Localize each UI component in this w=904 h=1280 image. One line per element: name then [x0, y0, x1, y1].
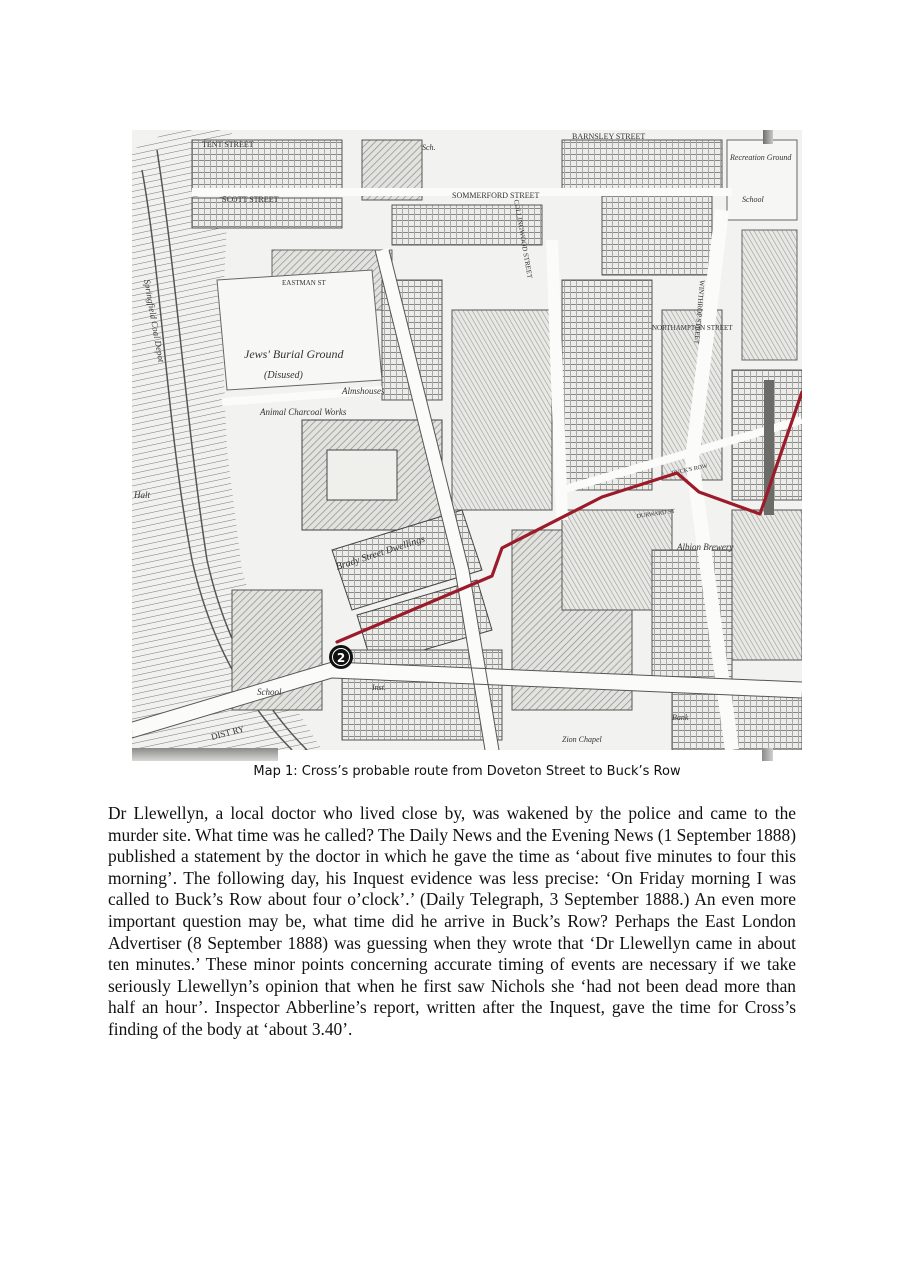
label-jews-burial-ground: Jews' Burial Ground — [244, 347, 344, 361]
label-albion-brewery: Albion Brewery — [677, 542, 734, 552]
label-scott-street: SCOTT STREET — [222, 195, 279, 204]
map-corner-tab-top — [763, 130, 773, 144]
label-school-top: School — [742, 195, 764, 204]
label-inst: Inst. — [372, 683, 386, 692]
label-bucks-row: BUCK'S ROW — [671, 463, 709, 477]
label-brady-street-dwellings: Brady Street Dwellings — [334, 533, 427, 573]
label-animal-charcoal-works: Animal Charcoal Works — [260, 407, 347, 417]
label-sch: Sch. — [422, 143, 436, 152]
label-springfield-coal-depot: Springfield Coal Depot — [142, 278, 167, 364]
label-winthrop-street: WINTHROP STREET — [692, 279, 706, 345]
label-durward-street: DURWARD ST — [636, 508, 676, 520]
map-canvas — [132, 130, 802, 750]
map-corner-tab-right — [762, 748, 773, 761]
map-corner-tab-bottom — [132, 748, 278, 761]
label-zion-chapel: Zion Chapel — [562, 735, 602, 744]
historic-street-map — [132, 130, 802, 750]
route-marker-label: 2 — [336, 651, 346, 665]
label-somerford-street: SOMMERFORD STREET — [452, 191, 540, 200]
label-tent-street: TENT STREET — [202, 140, 254, 149]
label-northampton-street: NORTHAMPTON STREET — [652, 324, 733, 332]
body-paragraph: Dr Llewellyn, a local doctor who lived close by, was wakened by the police and came to the murder site. What time was he called? The Daily News and the Evening News (1 September 1888) published a statement by the doctor in which he gave the time as ‘about five minutes to four this morning’. The following day, his Inquest evidence was less precise: ‘On Friday morning I was called to Buck’s Row about four o’clock’.’ (Daily Telegraph, 3 September 1888.) An even more important question may be, what time did he arrive in Buck’s Row? Perhaps the East London Advertiser (8 September 1888) was guessing when they wrote that ‘Dr Llewellyn came in about ten minutes.’ These minor points concerning accurate timing of events are necessary if we take seriously Llewellyn’s opinion that when he first saw Nichols she ‘had not been dead more than half an hour’. Inspector Abberline’s report, written after the Inquest, gave the time for Cross’s finding of the body at ‘about 3.40’. — [108, 803, 796, 1039]
label-barnsley-street: BARNSLEY STREET — [572, 132, 646, 141]
label-disused: (Disused) — [264, 370, 303, 381]
route-marker-2 — [329, 645, 353, 669]
label-almshouses: Almshouses — [342, 386, 385, 396]
label-railway: DIST RY — [209, 723, 246, 742]
label-school-bottom: School — [257, 687, 282, 697]
label-recreation-ground: Recreation Ground — [730, 153, 792, 162]
label-bank: Bank — [672, 713, 689, 722]
label-eastman-st: EASTMAN ST — [282, 279, 326, 287]
map-caption: Map 1: Cross’s probable route from Doveton Street to Buck’s Row — [253, 764, 681, 779]
label-collingwood-street: COLLINGWOOD STREET — [512, 198, 534, 280]
label-halt: Halt — [134, 490, 151, 500]
